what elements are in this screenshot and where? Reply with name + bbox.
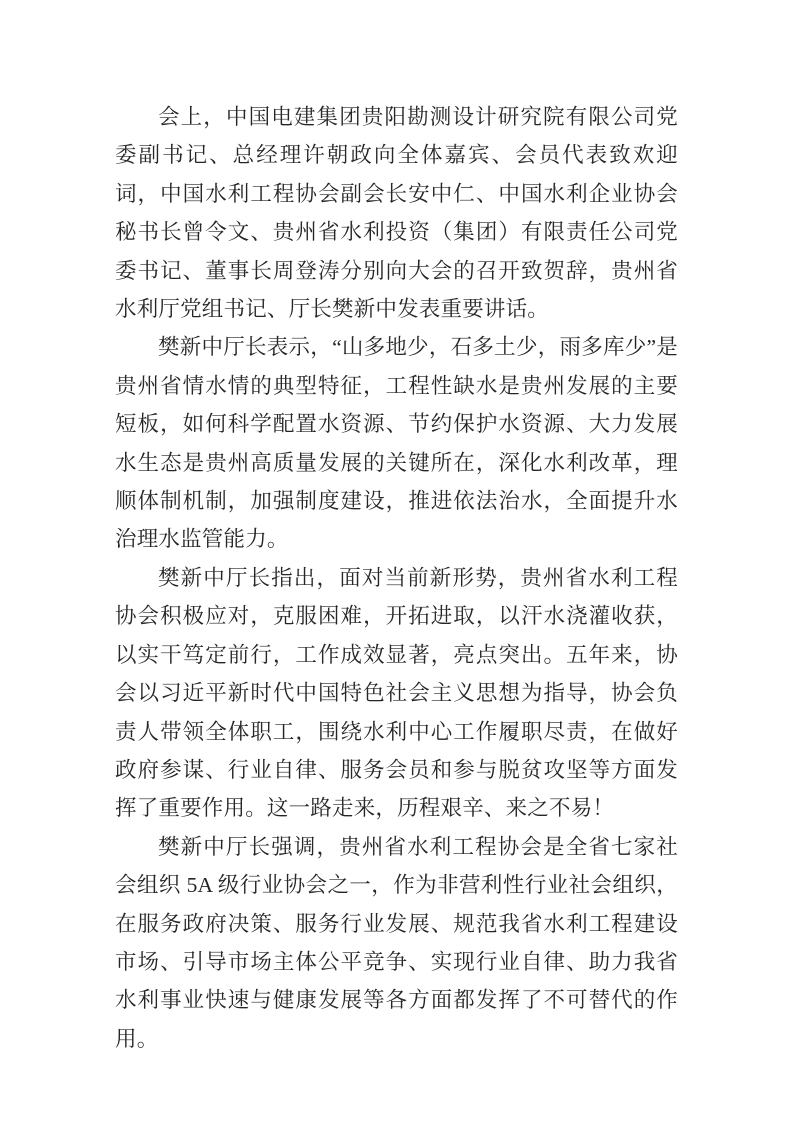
paragraph-fan-xinzhong-statement: 樊新中厅长表示，“山多地少，石多土少，雨多库少”是贵州省情水情的典型特征，工程性缺水是贵州发展的主要短板，如何科学配置水资源、节约保护水资源、大力发展水生态是贵州高质量发展的关键所在，深化水利改革，理顺体制机制，加强制度建设，推进依法治水，全面提升水治理水监管能力。 (115, 335, 678, 552)
document-body-text (115, 98, 678, 1058)
paragraph-fan-xinzhong-pointed-out: 樊新中厅长指出，面对当前新形势，贵州省水利工程协会积极应对，克服困难，开拓进取，以汗水浇灌收获，以实干笃定前行，工作成效显著，亮点突出。五年来，协会以习近平新时代中国特色社会主义思想为指导，协会负责人带领全体职工，围绕水利中心工作履职尽责，在做好政府参谋、行业自律、服务会员和参与脱贫攻坚等方面发挥了重要作用。这一路走来，历程艰辛、来之不易！ (115, 565, 678, 821)
paragraph-fan-xinzhong-emphasized: 樊新中厅长强调，贵州省水利工程协会是全省七家社会组织 5A 级行业协会之一，作为非营利性行业社会组织，在服务政府决策、服务行业发展、规范我省水利工程建设市场、引导市场主体公平竞争、实现行业自律、助力我省水利事业快速与健康发展等各方面都发挥了不可替代的作用。 (115, 834, 678, 1051)
paragraph-welcome-speeches: 会上，中国电建集团贵阳勘测设计研究院有限公司党委副书记、总经理许朝政向全体嘉宾、会员代表致欢迎词，中国水利工程协会副会长安中仁、中国水利企业协会秘书长曾令文、贵州省水利投资（集团）有限责任公司党委书记、董事长周登涛分别向大会的召开致贺辞，贵州省水利厅党组书记、厅长樊新中发表重要讲话。 (115, 105, 678, 322)
